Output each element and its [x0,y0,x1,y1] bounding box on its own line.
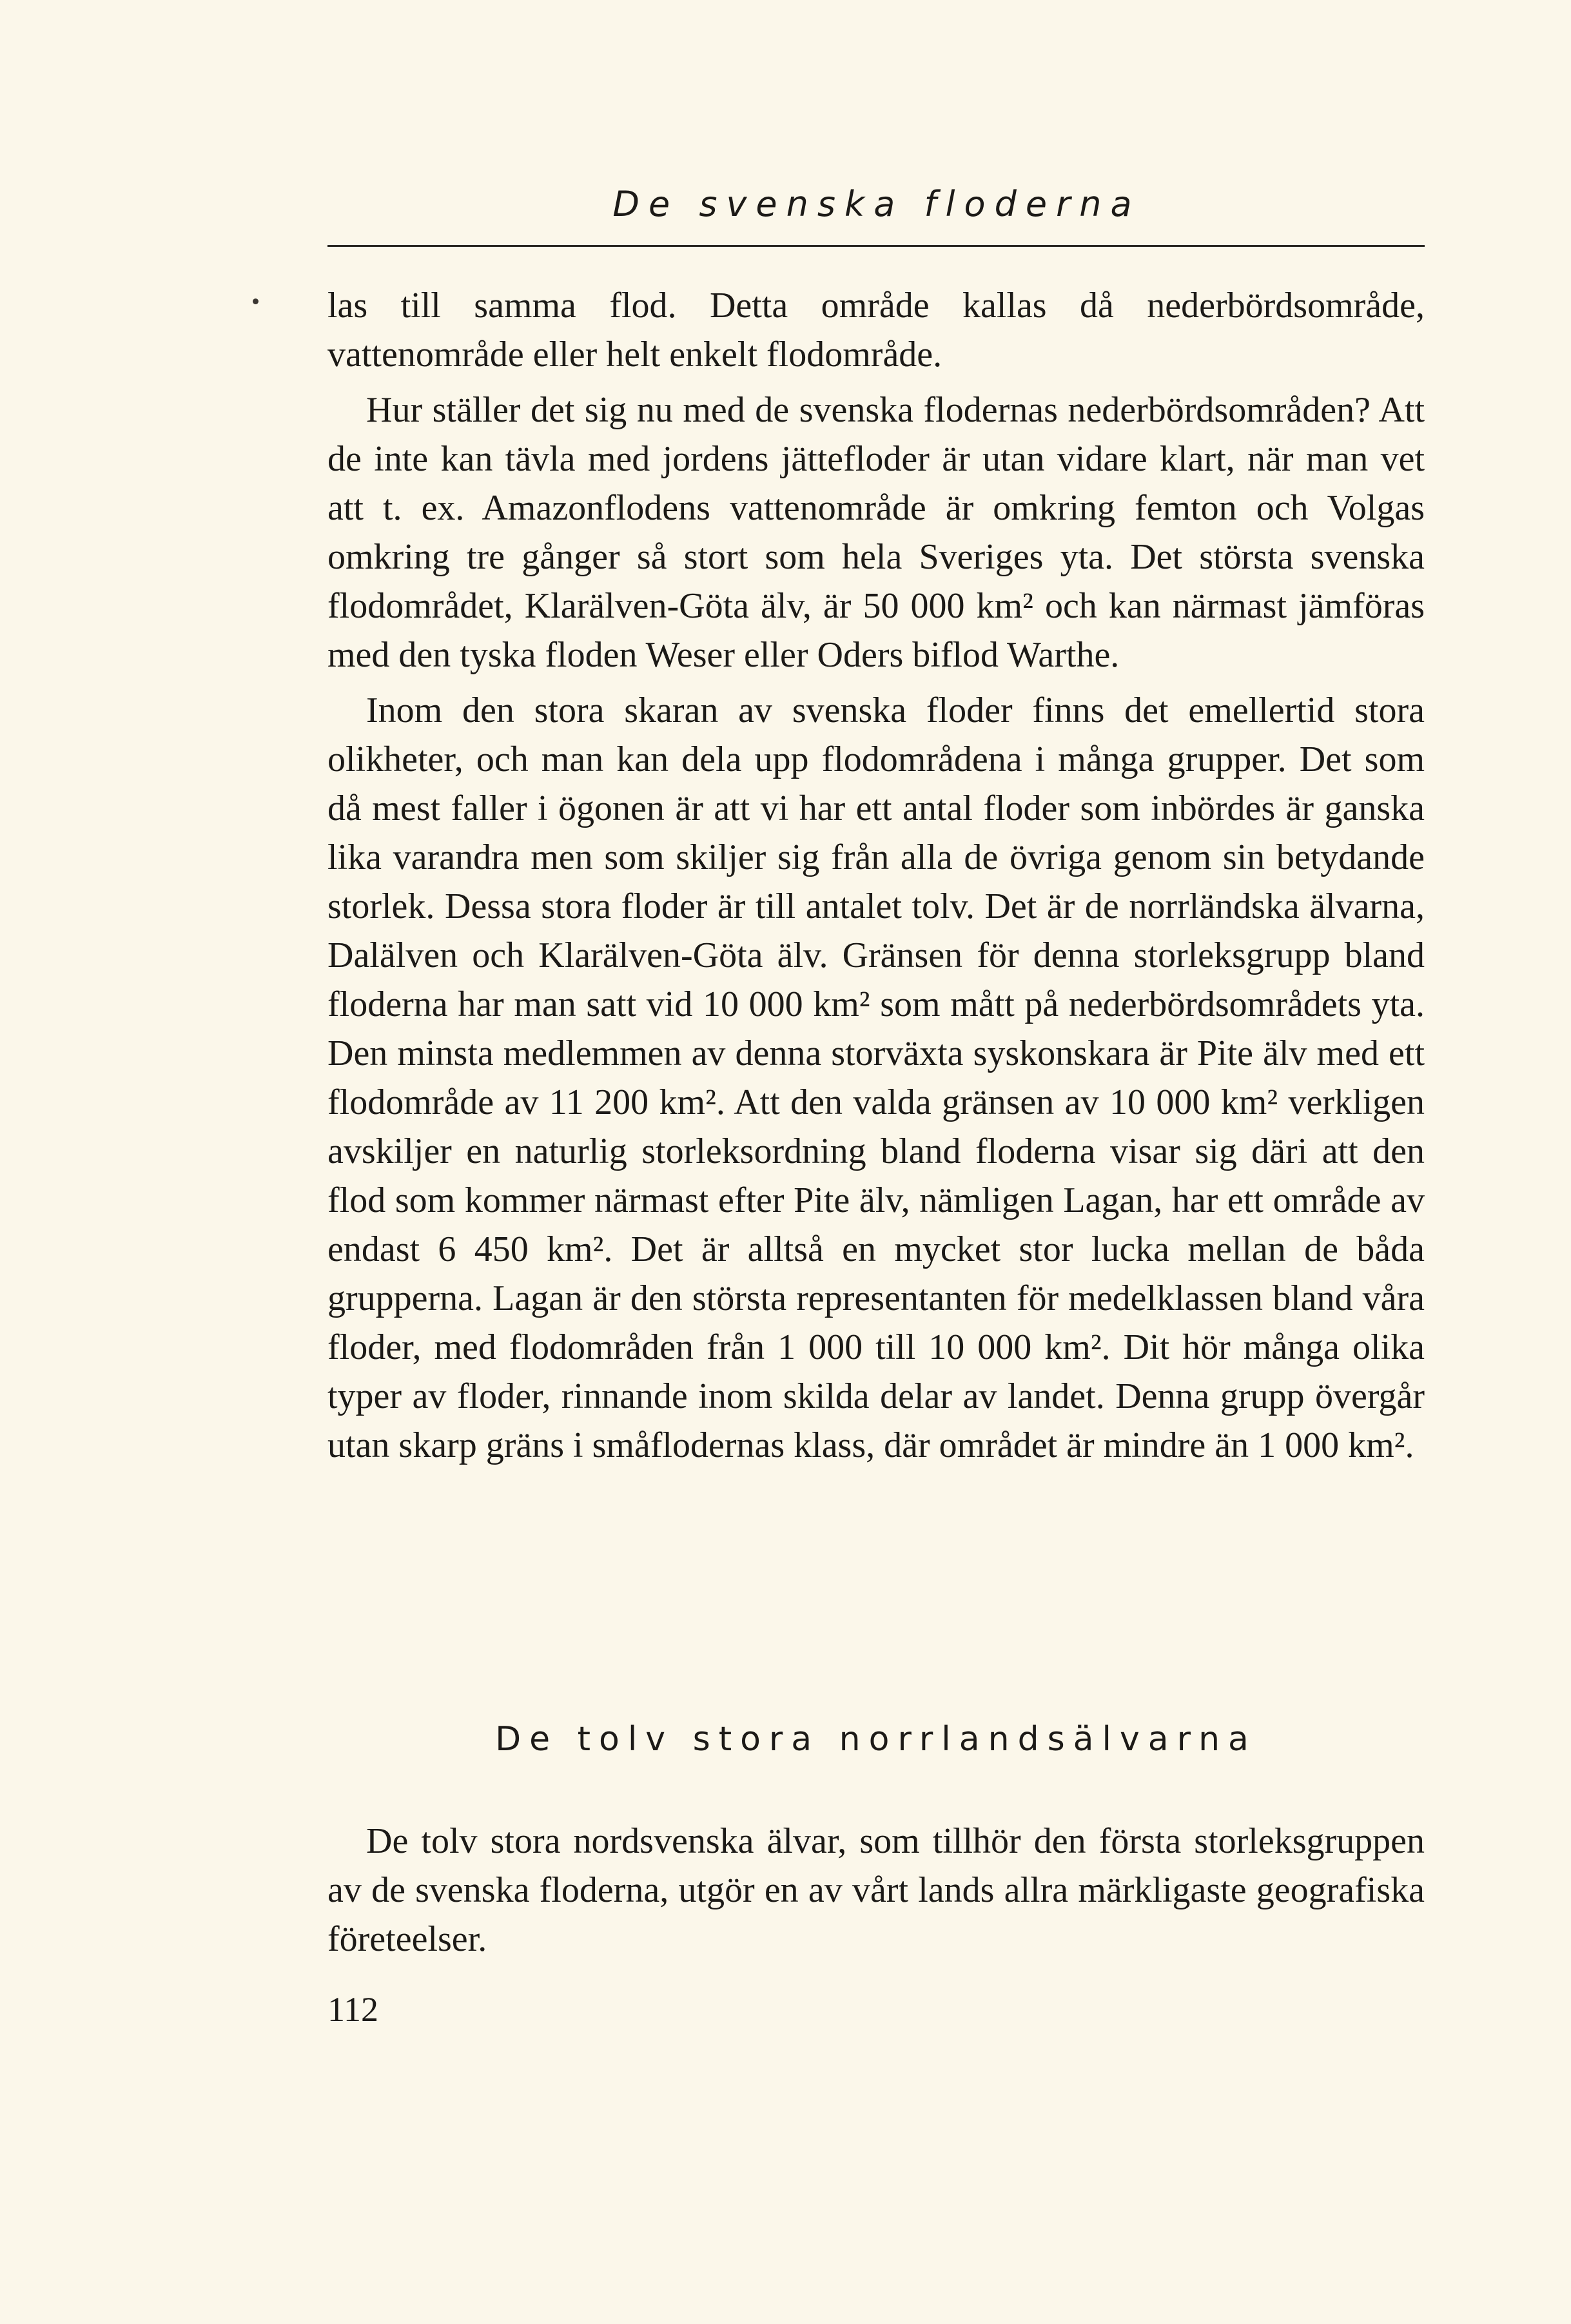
body-text [327,281,1425,1470]
closing-text [327,1817,1425,1964]
header-rule [327,245,1425,247]
paragraph-2: Hur ställer det sig nu med de svenska flodernas nederbördsområden? Att de inte kan tävla med jordens jättefloder är utan vidare klart, när man vet att t. ex. Amazonflodens vattenområde är omkring femton och Volgas omkring tre gånger så stort som hela Sveriges yta. Det största svenska flodområdet, Klarälven-Göta älv, är 50 000 km² och kan närmast jämföras med den tyska floden Weser eller Oders biflod Warthe. [327,390,1425,675]
paragraph-3: Inom den stora skaran av svenska floder finns det emellertid stora olikheter, och man kan dela upp flodområdena i många grupper. Det som då mest faller i ögonen är att vi har ett antal floder som inbördes är ganska lika varandra men som skiljer sig från alla de övriga genom sin betydande storlek. Dessa stora floder är till antalet tolv. Det är de norrländska älvarna, Dalälven och Klarälven-Göta älv. Gränsen för denna storleksgrupp bland floderna har man satt vid 10 000 km² som mått på nederbördsområdets yta. Den minsta medlemmen av denna storväxta syskonskara är Pite älv med ett flodområde av 11 200 km². Att den valda gränsen av 10 000 km² verkligen avskiljer en naturlig storleksordning bland floderna visar sig däri att den flod som kommer närmast efter Pite älv, nämligen Lagan, har ett område av endast 6 450 km². Det är alltså en mycket stor lucka mellan de båda grupperna. Lagan är den största representanten för medelklassen bland våra floder, med flodområden från 1 000 till 10 000 km². Dit hör många olika typer av floder, rinnande inom skilda delar av landet. Denna grupp övergår utan skarp gräns i småflodernas klass, där området är mindre än 1 000 km². [327,690,1425,1465]
section-heading: De tolv stora norrlandsälvarna [495,1720,1257,1759]
margin-dot [253,298,259,304]
closing-paragraph: De tolv stora nordsvenska älvar, som tillhör den första storleksgruppen av de svenska floderna, utgör en av vårt lands allra märkligaste geografiska företeelser. [327,1821,1425,1959]
running-head: De svenska floderna [612,184,1141,224]
page-number: 112 [327,1990,378,2029]
paragraph-1: las till samma flod. Detta område kallas då nederbördsområde, vattenområde eller helt enkelt flodområde. [327,286,1425,375]
